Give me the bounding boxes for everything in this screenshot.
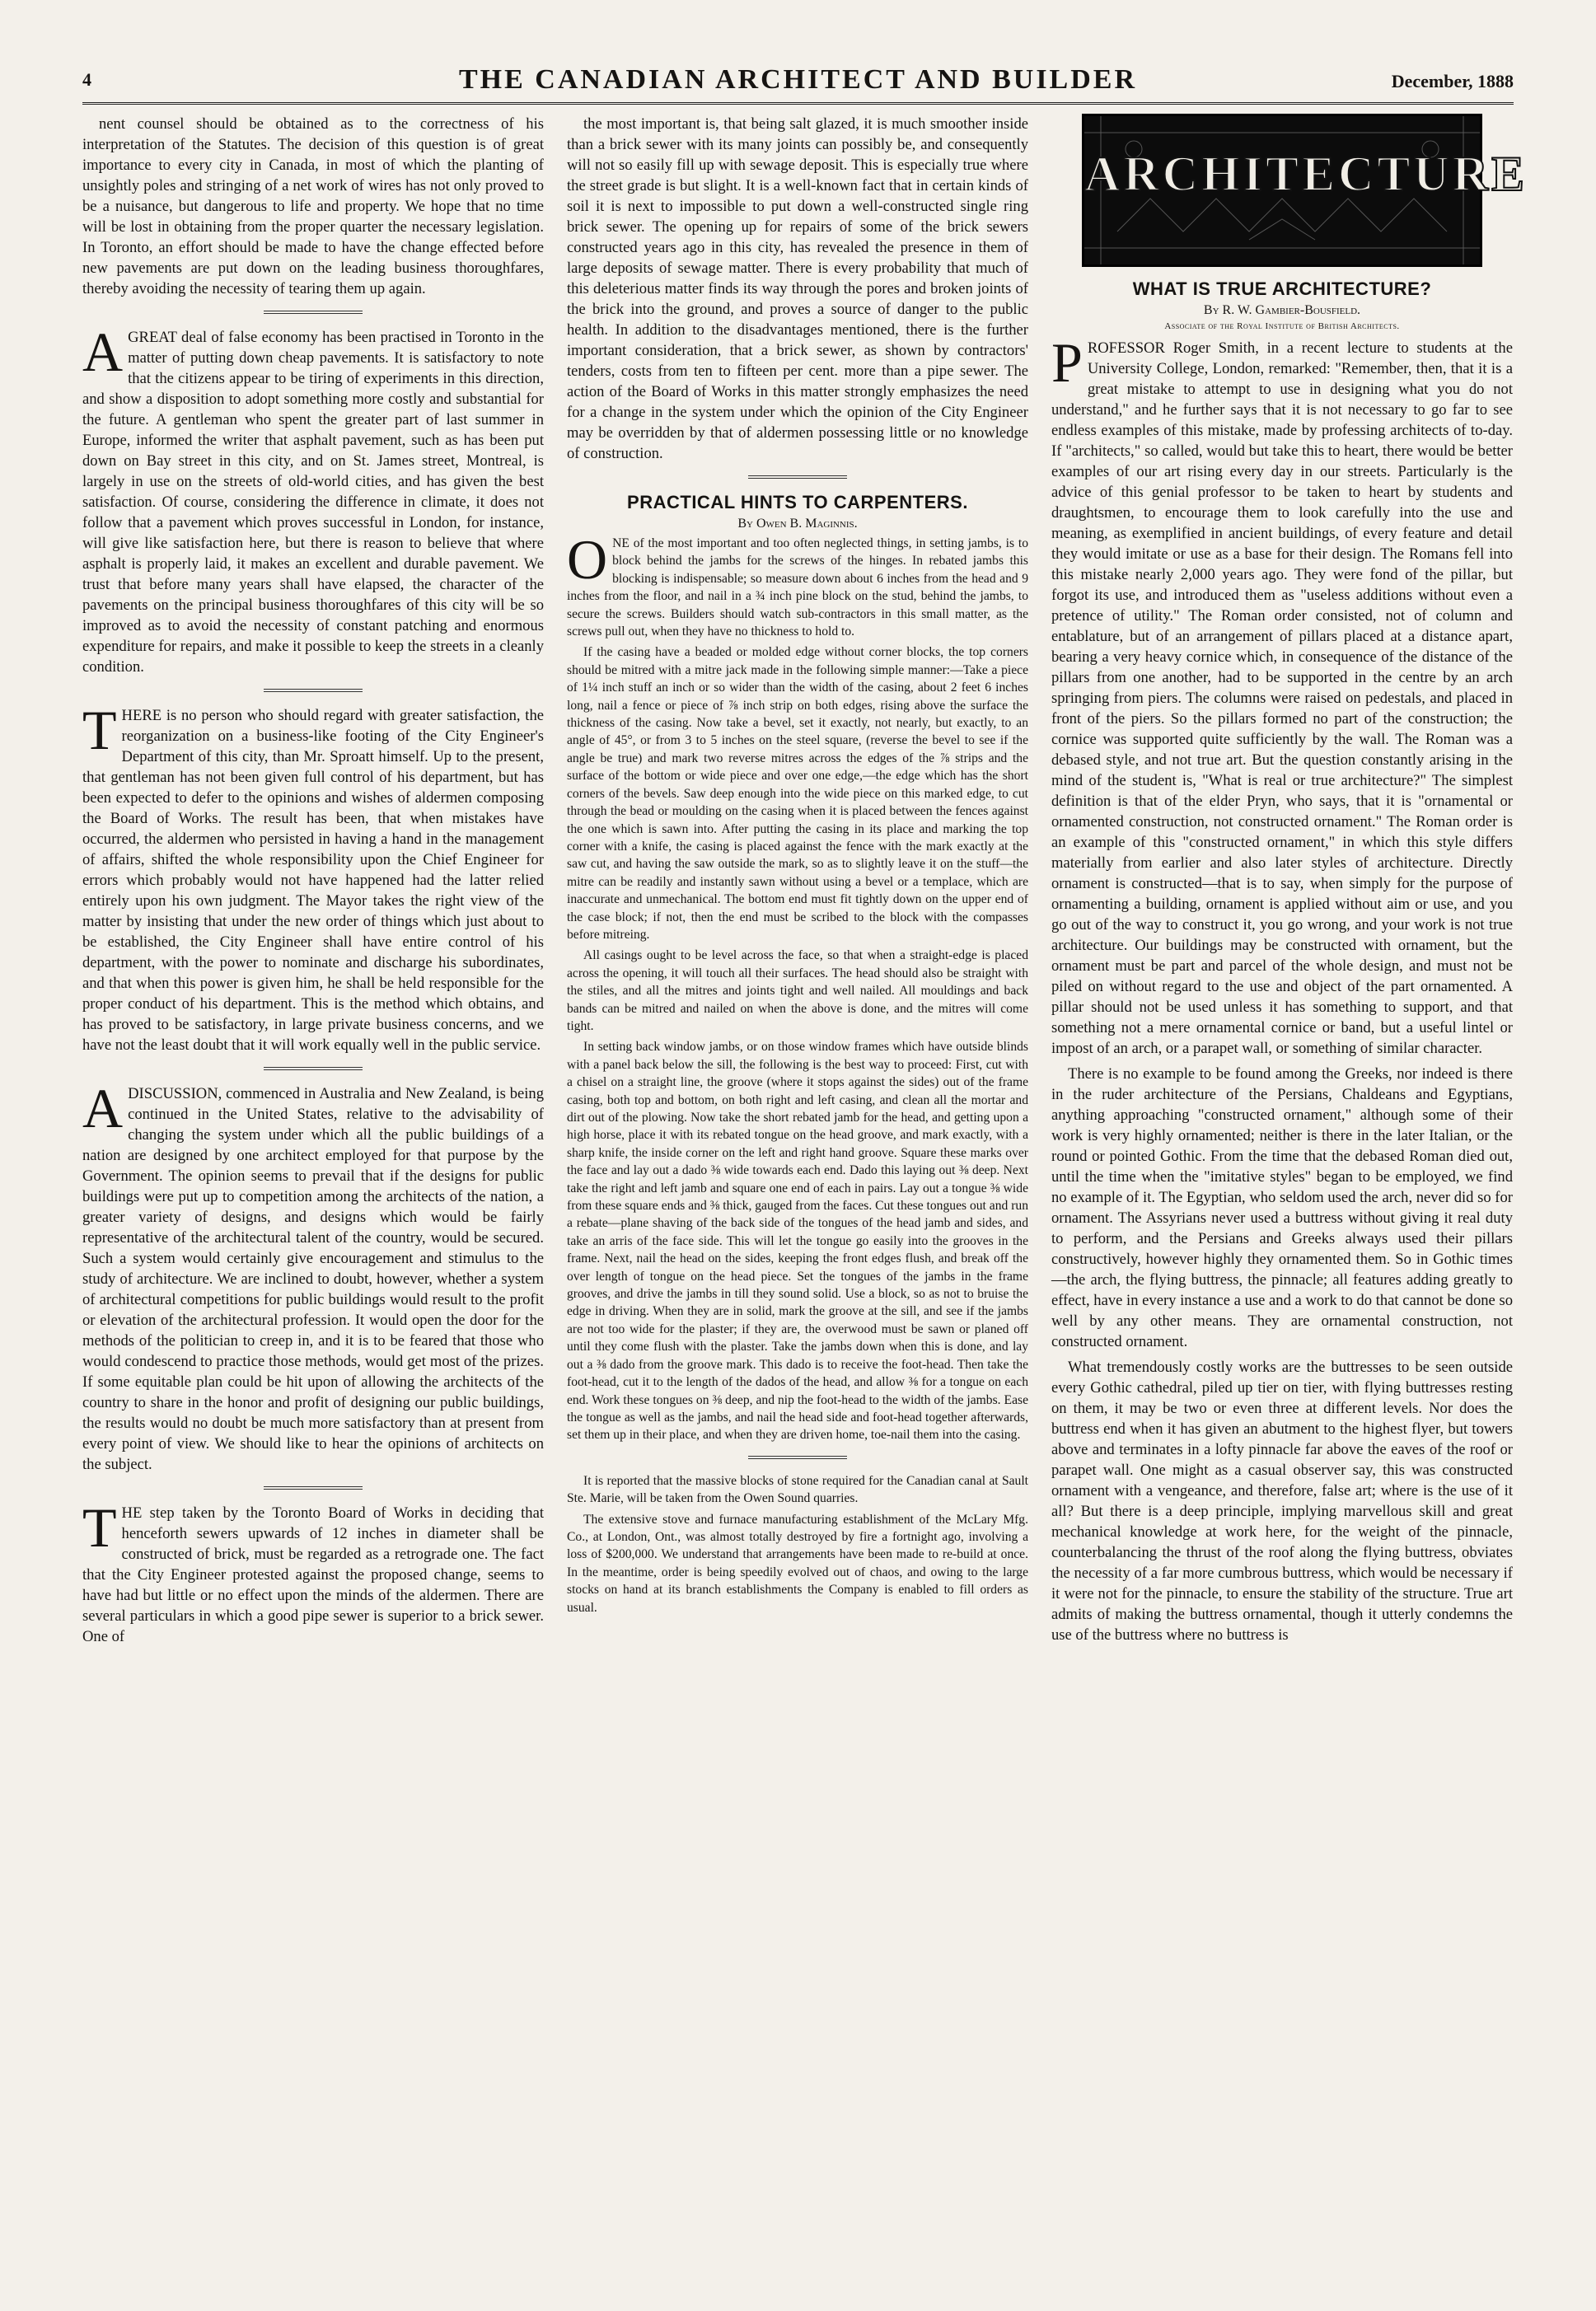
logo-lettering: ARCHITECTURE: [1084, 147, 1528, 201]
architecture-section-logo: [1082, 114, 1528, 267]
issue-date: December, 1888: [1391, 71, 1514, 91]
column-right: [1051, 114, 1528, 2262]
divider: [264, 689, 363, 692]
column-middle: [567, 114, 1028, 2262]
article-heading-carpenters: PRACTICAL HINTS TO CARPENTERS.: [627, 492, 968, 512]
page-number: 4: [82, 69, 91, 90]
hints-paragraph-4: In setting back window jambs, or on those window frames which have outside blinds with a panel back below the sill, the following is the best way to proceed: First, cut with a chisel on a straight line, the groove (where it stops against the sides) out of the frame casing, both top and bottom, on both right and left casing, and clean all the mortar and dirt out of the plowing. Now take the short rebated jamb for the head, and getting upon a high horse, place it with its rebated tongue on the head groove, and mark exactly, with a sharp knife, the inside corner on the left and right hand groove. Square these marks over the face and lay out a dado ⅜ wide towards each end. Dado this laying out ⅜ deep. Next take the right and left jamb and square one end of each in pairs. Lay out a tongue ⅜ wide from these square ends and ⅜ thick, gauged from the faces. Cut these tongues out and run a rebate—plane shaving of the back side of the tongues of the head jamb and sides, and take an arris of the face side. This will let the tongue go easily into the grooves in the frame. Next, nail the head on the sides, keeping the front edges flush, and break off the over length of tongue on the head piece. Set the tongues of the jambs in the frame grooves, and drive the jambs in till they sound solid. Use a block, so as not to bruise the edge in driving. When they are in solid, mark the groove at the sill, and see if the jambs are not too wide for the plaster; if they are, the overwood must be sawn or planed off until they come flush with the plaster. Take the jambs down when this is done, and lay out a ⅜ dado from the groove mark. This dado is to receive the foot-head. Then take the foot-head, cut it to the length of the dados of the head, and allow ⅜ for a tongue on each end. Work these tongues on ⅜ deep, and nip the foot-head to the width of the jambs. Ease the tongue as well as the jambs, and nail the head side and foot-head together afterwards, set them up in their place, and when they are driven home, toe-nail them into the casing.: [567, 1040, 1028, 1443]
divider: [264, 1067, 363, 1070]
divider: [748, 1456, 847, 1459]
paragraph-sewers: THE step taken by the Toronto Board of Works in deciding that henceforth sewers upwards of 12 inches in diameter shall be constructed of brick, must be regarded as a retrograde one. The fact that the City Engineer protested against the proposed change, seems to have had but little or no effect upon the minds of the aldermen. There are several particulars in which a good pipe sewer is superior to a brick sewer. One of: [82, 1496, 544, 1645]
divider: [748, 475, 847, 479]
divider: [264, 1486, 363, 1490]
news-item-stone: It is reported that the massive blocks of stone required for the Canadian canal at Sault Ste. Marie, will be taken from the Owen Sound quarries.: [567, 1473, 1028, 1506]
article-byline-architecture: By R. W. Gambier-Bousfield.: [1203, 303, 1361, 317]
news-item-fire: The extensive stove and furnace manufacturing establishment of the McLary Mfg. Co., at London, Ont., was almost totally destroyed by fire a fortnight ago, involving a loss of $200,000. We understand that arrangements have been made to re-build at once. In the meantime, order is being speedily evolved out of chaos, and owing to the large stocks on hand at its branch establishments the Company is enabled to fill orders as usual.: [567, 1512, 1028, 1615]
architecture-paragraph-1: PROFESSOR Roger Smith, in a recent lecture to students at the University College, London, remarked: "Remember, then, that it is a great mistake to attempt to use in designing what you do not understand," and he further says that it is not necessary to go far to see endless examples of this mistake, made by professing architects of to-day. If "architects," so called, would but take this to heart, there would be better examples of our art rising every day in our streets. Particularly is the advice of this genial professor to be taken to heart by students and draughtsmen, to encourage them to look carefully into the use and meaning, as exemplified in ancient buildings, of every feature and detail they would imitate or use as a base for their design. The Romans fell into this mistake nearly 2,000 years ago. They were fond of the pillar, but forgot its use, and introduced them as "useless additions without even a pretence of utility." The Roman order consisted, not of column and entablature, but of an arrangement of pillars placed at a distance apart, bearing a very heavy cornice which, in consequence of the distance of the pillars from one another, had to be supported in the centre by an arch springing from piers. The columns were raised on pedestals, and placed in front of the piers. So the pillars formed no part of the construction; the cornice was supported quite sufficiently by the wall. The Roman was a debased style, and not true art. But the question constantly arising in the mind of the student is, "What is real or true architecture?" The simplest definition is that of the elder Pryn, who says, that it is "ornamental or ornamented construction, not constructed ornament." The Roman order is an example of this "constructed ornament," in which this style differs materially from earlier and also later styles of architecture. Directly ornament is constructed—that is to say, when simply for the purpose of ornamenting a building, ornament is applied without aim or use, and you go out of the way to construct it, you go wrong, and your work is not true architecture. Our buildings may be constructed with ornament, but the ornament must be part and parcel of the whole design, and must not be piled on without regard to the use and object of the part ornamented. A pillar should not be used unless it has something to support, and that something not a mere ornamental cornice or band, but a useful lintel or impost of an arch, or a parapet wall, or something of similar character.: [1051, 331, 1513, 1057]
divider: [264, 311, 363, 314]
architecture-paragraph-3: What tremendously costly works are the buttresses to be seen outside every Gothic cathedral, piled up tier on tier, with flying buttresses resting on them, it may be two or even three at different levels. Nor does the buttress end when it has given an abutment to the highest flyer, but towers above and terminates in a lofty pinnacle far above the eaves of the roof or parapet wall. One might as a casual observer say, this was constructed ornament with a vengeance, and therefore, false art; where is the use of it all? But there is a deep principle, implying marvellous skill and great mechanical knowledge at work here, for the weight of the pinnacle, counterbalancing the thrust of the roof along the flying buttress, obviates the necessity of a far more cumbrous buttress, which would be necessary if it were not for the pinnacle, to ensure the stability of the structure. True art admits of making the buttress ornamental, though it utterly condemns the use of the buttress where no buttress is: [1051, 1359, 1513, 1644]
paragraph-sewers-continued: the most important is, that being salt glazed, it is much smoother inside than a brick sewer with its many joints can possibly be, and consequently will not so easily fill up with sewage deposit. This is especially true where the street grade is but slight. It is a well-known fact that in certain kinds of soil it is next to impossible to put down a well-constructed single ring brick sewer. The opening up for repairs of some of the brick sewers constructed years ago in this city, has revealed the presence in them of large deposits of sewage matter. There is every probability that much of this deleterious matter finds its way through the pores and broken joints of the brick into the ground, and proves a source of danger to the public health. In addition to the disadvantages mentioned, there is the further important consideration, that a brick sewer, as shown by contractors' tenders, costs from ten to fifteen per cent. more than a pipe sewer. The action of the Board of Works in this matter strongly emphasizes the need for a change in the system under which the opinion of the City Engineer may be overridden by that of aldermen possessing little or no knowledge of construction.: [567, 115, 1028, 462]
page-header: [82, 64, 1514, 105]
paragraph-pavements: AGREAT deal of false economy has been practised in Toronto in the matter of putting down cheap pavements. It is satisfactory to note that the citizens appear to be tiring of experiments in this direction, and show a disposition to adopt something more costly and substantial for the future. A gentleman who spent the greater part of last summer in Europe, informed the writer that asphalt pavement, such as has been put down on Bay street in this city, and on St. James street, Montreal, is largely in use on the streets of old-world cities, and has given the best satisfaction. Of course, considering the difference in climate, it does not follow that a pavement which proves successful in London, for instance, will give like satisfaction here, but there is reason to believe that where asphalt is properly laid, it makes an excellent and durable pavement. We trust that before many years shall have elapsed, the character of the pavements on the principal business thoroughfares of this city will be so improved as to avoid the necessity of constant patching and enormous expenditure for repairs, and make it possible to keep the streets in a cleanly condition.: [82, 320, 544, 676]
architecture-paragraph-2: There is no example to be found among the Greeks, nor indeed is there in the ruder architecture of the Persians, Chaldeans and Egyptians, anything approaching "constructed ornament," although some of their work is very highly ornamented; neither is there in the later Italian, or the round or pointed Gothic. From the time that the debased Roman died out, until the time when the "imitative styles" began to be employed, we find no example of it. The Egyptian, who seldom used the arch, never did so for ornament. The Assyrians never used a buttress without giving it real duty to perform, and the Persians and Greeks always used their pillars constructively, however highly they ornamented them. So in Gothic times—the arch, the flying buttress, the pinnacle; all features adding greatly to effect, have in every instance a use and a work to do that cannot be done so well by any other means. They are ornamental construction, not constructed ornament.: [1051, 1065, 1513, 1350]
paragraph-city-engineer: THERE is no person who should regard with greater satisfaction, the reorganization on a business-like footing of the City Engineer's Department of this city, than Mr. Sproatt himself. Up to the present, that gentleman has not been given full control of his department, but has been expected to defer to the opinions and wishes of aldermen composing the Board of Works. The result has been, that when mistakes have occurred, the aldermen who persisted in having a hand in the management of affairs, shifted the whole responsibility upon the Chief Engineer for errors which probably would not have happened had the latter relied entirely upon his own judgment. The Mayor takes the right view of the matter by insisting that under the new order of things which just about to be established, the City Engineer shall have entire control of his department, with the power to nominate and discharge his subordinates, and that when this power is given him, he shall be held responsible for the proper conduct of his department. This is the method which obtains, and has proved to be satisfactory, in large private business concerns, and we have not the least doubt that it will work equally well in the public service.: [82, 699, 544, 1054]
paragraph-wires: nent counsel should be obtained as to the correctness of his interpretation of the Statutes. The decision of this question is of great importance to every city in Canada, in most of which the planting of unsightly poles and stringing of a net work of wires has not only proved to be a nuisance, but dangerous to life and property. We hope that no time will be lost in obtaining from the proper quarter the necessary legislation. In Toronto, an effort should be made to have the change effected before new pavements are put down on the leading business thoroughfares, thereby avoiding the necessity of tearing them up again.: [82, 115, 544, 297]
paragraph-discussion: ADISCUSSION, commenced in Australia and New Zealand, is being continued in the United States, relative to the advisability of changing the system under which all the public buildings of a nation are designed by one architect employed for that purpose by the Government. The opinion seems to prevail that if the designs for public buildings were put up to competition among the architects of the nation, a greater variety of designs, and designs which would be fairly representative of the architectural talent of the country, would be secured. Such a system would certainly give encouragement and stimulus to the study of architecture. We are inclined to doubt, however, whether a system of architectural competitions for public buildings would result to the profit or elevation of the architectural profession. It would open the door for the methods of the politician to creep in, and it is to be feared that those who would condescend to practice those methods, would get most of the prizes. If some equitable plan could be hit upon of allowing the architects of the country to share in the honor and profit of designing our public buildings, the results would no doubt be much more satisfactory than at present from every point of view. We should like to hear the opinions of architects on the subject.: [82, 1077, 544, 1473]
masthead-title: THE CANADIAN ARCHITECT AND BUILDER: [458, 64, 1138, 95]
article-heading-true-architecture: WHAT IS TRUE ARCHITECTURE?: [1132, 278, 1432, 299]
hints-paragraph-1: ONE of the most important and too often neglected things, in setting jambs, is to block behind the jambs for the screws of the hinges. In rebated jambs this blocking is indispensable; so measure down about 6 inches from the head and 9 inches from the floor, and nail in a ¾ inch pine block on the stud, behind the jambs, to secure the screws. Builders should watch sub-contractors in this small matter, as the screws pull out, when they have no thickness to hold to.: [567, 528, 1028, 639]
article-byline-carpenters: By Owen B. Maginnis.: [737, 517, 858, 531]
hints-paragraph-3: All casings ought to be level across the face, so that when a straight-edge is placed across the opening, it will touch all their surfaces. The head should also be straight with the stiles, and all the mitres and joints tight and well nailed. All mouldings and back bands can be mitred and nailed on when the above is done, and the mitres will come tight.: [567, 948, 1028, 1033]
hints-paragraph-2: If the casing have a beaded or molded edge without corner blocks, the top corners should be mitred with a mitre jack made in the following simple manner:—Take a piece of 1¼ inch stuff an inch or so wider than the width of the casing, about 2 feet 6 inches long, nail a fence or piece of ⅞ inch strip on both edges, rising above the surface the thickness of the casing. Now take a bevel, set it exactly, not nearly, but exactly, to an angle of 45°, or from 3 to 5 inches on the steel square, (reverse the bevel to see if the angle be true) and mark two reverse mitres across the edges of the ⅞ strips and the surface of the bottom or wide piece and over one edge,—the edge which has the short corners of the bevels. Saw deep enough into the wide piece on this marked edge, to cut through the bead or moulding on the casing when it is placed between the fences against the one which is sawn into. After putting the casing in its place and marking the top corner with a knife, the casing is placed against the fence with the mark exactly at the saw cut, and having the saw outside the mark, so as to slightly leave it on the stuff—the mitre can be readily and instantly sawn without using a bevel or a templace, which are inaccurate and unmechanical. The bottom end must fit tightly down on the upper end of the case block; if not, then the end must be scribed to the block with the compasses before mitreing.: [567, 645, 1028, 942]
column-left: [82, 114, 544, 2262]
author-affiliation: Associate of the Royal Institute of British Architects.: [1164, 321, 1400, 331]
